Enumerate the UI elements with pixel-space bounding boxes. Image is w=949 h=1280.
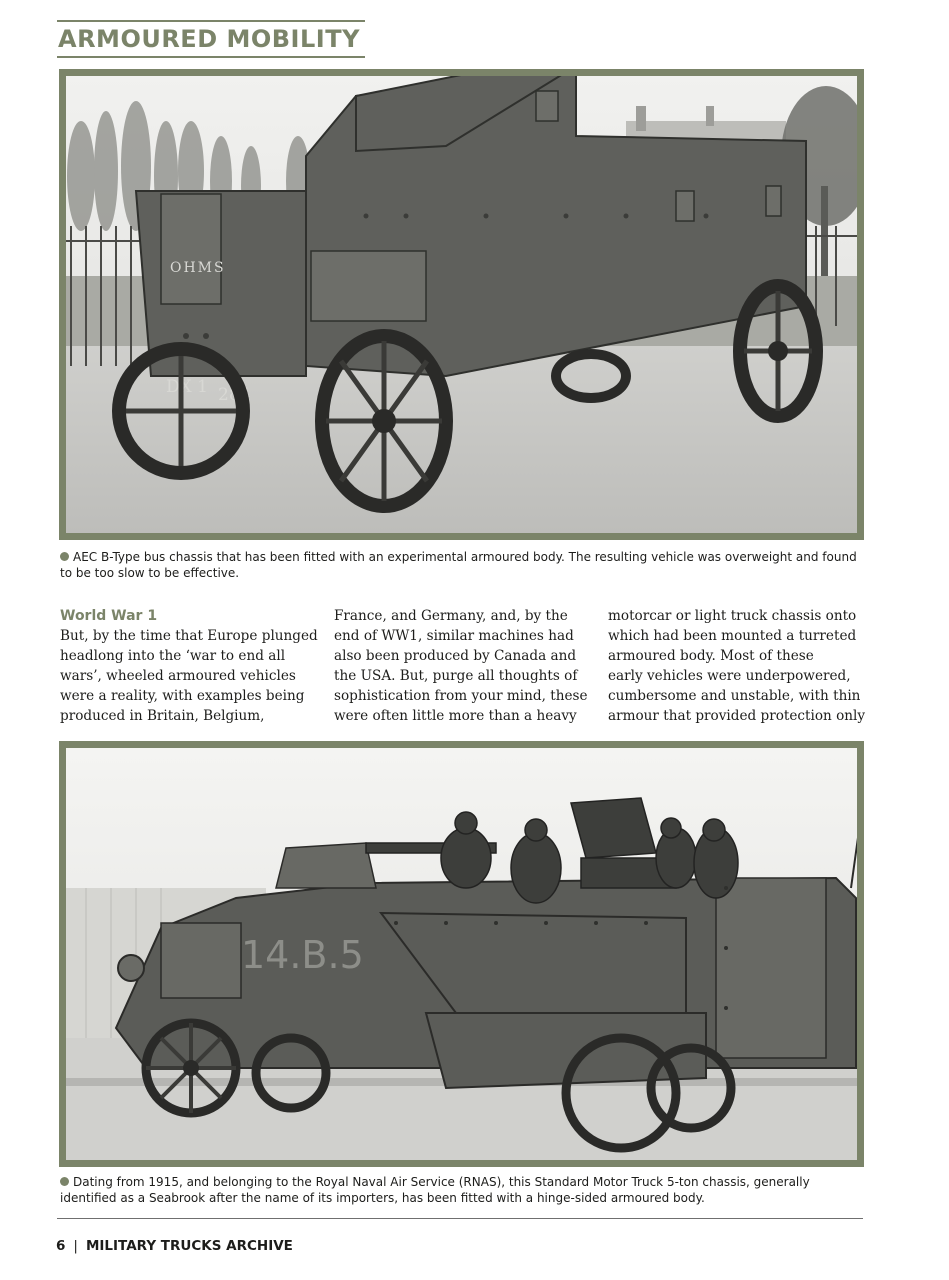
ohms-plate: OHMS: [170, 260, 226, 276]
hull-number: 14.B.5: [241, 933, 364, 977]
article-column-1: [60, 606, 322, 726]
article-column-3: [608, 606, 870, 727]
article-subhead: World War 1: [60, 608, 158, 624]
page-number: 6: [56, 1238, 66, 1254]
photo-seabrook-armoured-car: [59, 741, 864, 1167]
publication-name: MILITARY TRUCKS ARCHIVE: [85, 1238, 293, 1254]
caption-bullet-icon: [60, 1177, 69, 1186]
caption-text: AEC B-Type bus chassis that has been fitted with an experimental armoured body. The resulting vehicle was overweight and found to be too slow to be effective.: [60, 550, 857, 580]
article-column-2: [334, 606, 596, 727]
page-footer: [56, 1238, 293, 1254]
footer-divider: [57, 1218, 863, 1219]
registration-right: 284: [218, 385, 251, 405]
article-paragraph: motorcar or light truck chassis onto which had been mounted a turreted armoured body. Most of these early vehicles were underpowered, cumbersome and unstable, with thin armour that provided protection only: [608, 608, 866, 725]
photo-aec-illustration: [66, 76, 857, 533]
photo-aec-armoured-car: [59, 69, 864, 540]
photo-seabrook-illustration: [66, 748, 857, 1160]
page-title: ARMOURED MOBILITY: [58, 25, 360, 53]
caption-text: Dating from 1915, and belonging to the Royal Naval Air Service (RNAS), this Standard Motor Truck 5-ton chassis, generally identified as a Seabrook after the name of its importers, has been fitted with a hinge-sided armoured body.: [60, 1175, 810, 1205]
photo-caption: [60, 1174, 860, 1206]
article-paragraph: But, by the time that Europe plunged headlong into the ‘war to end all wars’, wheeled armoured vehicles were a reality, with examples being produced in Britain, Belgium,: [60, 628, 318, 725]
caption-bullet-icon: [60, 552, 69, 561]
footer-separator: |: [73, 1238, 78, 1254]
registration-left: DX 1: [166, 377, 208, 397]
section-header: [57, 20, 365, 58]
article-paragraph: France, and Germany, and, by the end of WW1, similar machines had also been produced by Canada and the USA. But, purge all thoughts of sophistication from your mind, these were often little more than a heavy: [334, 608, 588, 725]
photo-caption: [60, 549, 860, 581]
